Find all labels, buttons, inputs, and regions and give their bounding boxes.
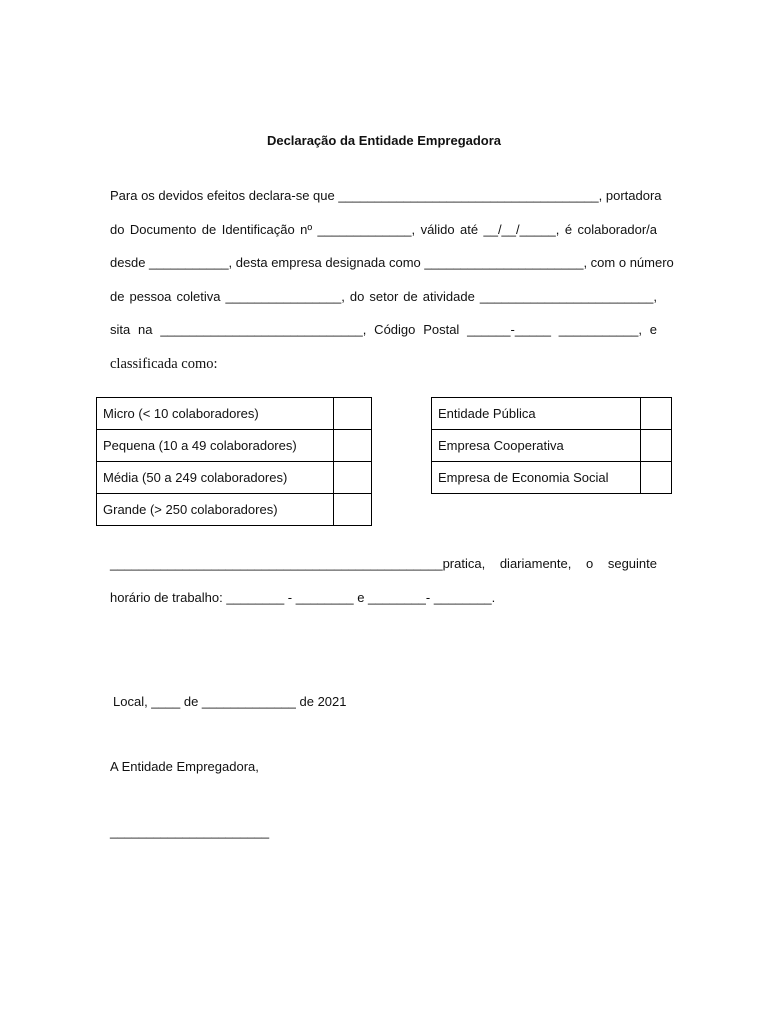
schedule-line-2: horário de trabalho: ________ - ________ e ________- ________. [110,590,496,605]
type-option-label: Empresa de Economia Social [432,462,641,494]
table-row [97,430,372,462]
type-option-checkbox[interactable] [641,398,672,430]
size-option-checkbox[interactable] [334,494,372,526]
paragraph-line-4: de pessoa coletiva ________________, do setor de atividade ________________________, [110,289,657,304]
paragraph-line-5: sita na ____________________________, Código Postal ______-_____ ___________, e [110,322,657,337]
schedule-line-1: ______________________________________________pratica, diariamente, o seguinte [110,556,657,571]
size-option-label: Micro (< 10 colaboradores) [97,398,334,430]
size-option-checkbox[interactable] [334,462,372,494]
table-row [432,398,672,430]
size-option-checkbox[interactable] [334,398,372,430]
table-row [97,494,372,526]
table-row [97,462,372,494]
paragraph-line-6: classificada como: [110,356,218,372]
size-option-checkbox[interactable] [334,430,372,462]
local-date-line: Local, ____ de _____________ de 2021 [113,694,347,709]
signature-label: A Entidade Empregadora, [110,759,259,774]
type-option-label: Empresa Cooperativa [432,430,641,462]
size-option-label: Média (50 a 249 colaboradores) [97,462,334,494]
size-option-label: Grande (> 250 colaboradores) [97,494,334,526]
paragraph-line-1: Para os devidos efeitos declara-se que ____________________________________, portadora [110,188,662,203]
table-row [432,430,672,462]
paragraph-line-3: desde ___________, desta empresa designada como ______________________, com o número [110,255,674,270]
type-option-checkbox[interactable] [641,462,672,494]
type-option-checkbox[interactable] [641,430,672,462]
type-option-label: Entidade Pública [432,398,641,430]
paragraph-line-2: do Documento de Identificação nº _____________, válido até __/__/_____, é colaborador/a [110,222,657,237]
document-title: Declaração da Entidade Empregadora [266,133,502,148]
table-row [432,462,672,494]
entity-type-table [431,397,672,494]
size-option-label: Pequena (10 a 49 colaboradores) [97,430,334,462]
signature-line: ______________________ [110,824,270,839]
company-size-table [96,397,372,526]
table-row [97,398,372,430]
